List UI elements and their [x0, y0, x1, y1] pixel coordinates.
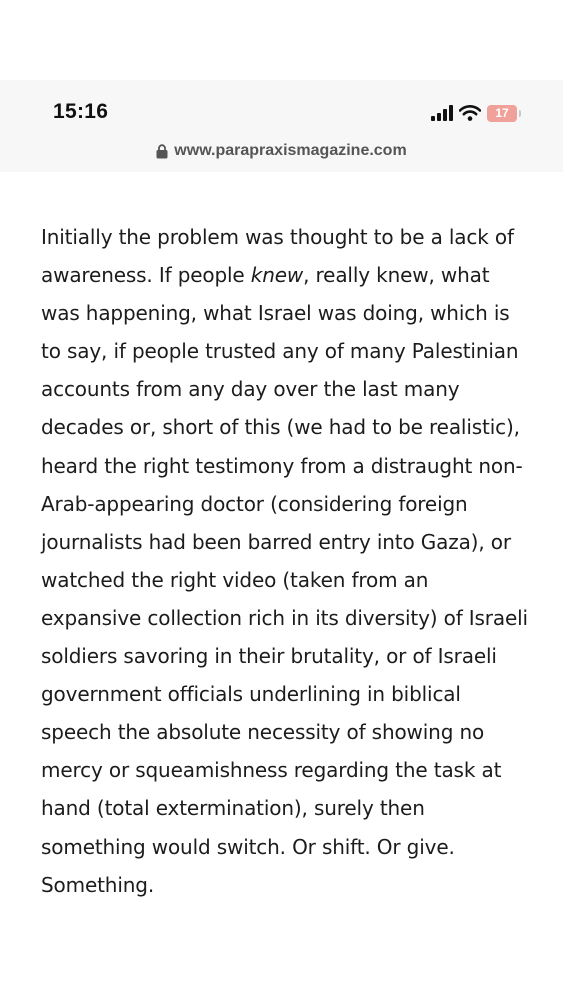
paragraph-text-start: Initially the problem was thought to be a lack of awareness. If people	[41, 225, 514, 288]
signal-icon	[431, 105, 453, 121]
status-bar	[0, 80, 563, 144]
paragraph-text-end: , really knew, what was happening, what Israel was doing, which is to say, if people trusted any of many Palestinian accounts from any day over the last many decades or, short of this (we had to be realistic), heard the right testimony from a distraught non-Arab-appearing doctor (considering foreign journalists had been barred entry into Gaza), or watched the right video (taken from an expansive collection rich in its diversity) of Israeli soldiers savoring in their brutality, or of Israeli government officials underlining in biblical speech the absolute necessity of showing no mercy or squeamishness regarding the task at hand (total extermination), surely then something would switch. Or shift. Or give. Something.	[41, 263, 528, 897]
url-text[interactable]: www.parapraxismagazine.com	[174, 142, 407, 159]
address-bar[interactable]	[0, 142, 563, 160]
article-paragraph	[41, 218, 531, 904]
browser-chrome	[0, 80, 563, 172]
wifi-icon	[459, 105, 481, 121]
battery-icon	[487, 105, 517, 122]
top-margin	[0, 0, 563, 80]
battery-level: 17	[495, 106, 509, 120]
paragraph-emphasis: knew	[250, 263, 304, 288]
status-icons	[431, 102, 517, 124]
article-body	[41, 218, 531, 904]
lock-icon	[156, 144, 168, 159]
status-time: 15:16	[53, 100, 109, 123]
